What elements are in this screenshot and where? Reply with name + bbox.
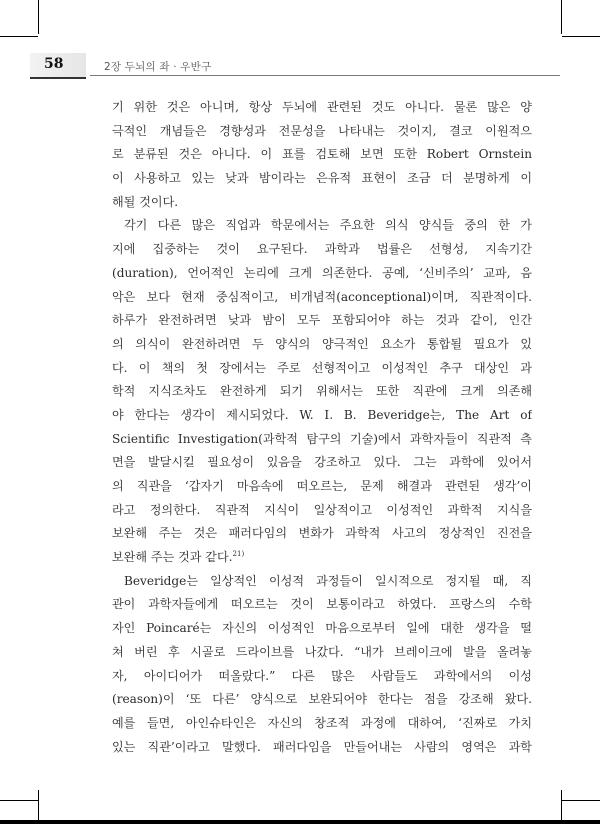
text-line: 관이 과학자들에게 떠오르는 것이 보통이라고 하였다. 프랑스의 수학 [112, 597, 532, 612]
crop-mark [38, 790, 39, 824]
text-line: 의 의식이 완전하려면 두 양식의 양극적인 요소가 통합될 필요가 있 [112, 336, 532, 351]
header-rule [90, 75, 560, 76]
text-line: 극적인 개념들은 경향성과 전문성을 나타내는 것이지, 결코 이원적으 [112, 123, 532, 138]
text-line: 보완해 주는 것과 같다. [112, 550, 233, 565]
text-line-with-footnote [112, 546, 532, 570]
body-text [112, 96, 532, 759]
crop-mark [0, 800, 38, 801]
text-line: 쳐 버린 후 시골로 드라이브를 나갔다. “내가 브레이크에 발을 올려놓 [112, 644, 532, 659]
crop-mark [0, 36, 38, 37]
text-line: 예를 들면, 아인슈타인은 자신의 창조적 과정에 대하여, ‘진짜로 가치 [112, 715, 532, 730]
text-line: Beveridge는 일상적인 이성적 과정들이 일시적으로 정지될 때, 직 [124, 573, 532, 588]
text-line: 학적 지식조차도 완전하게 되기 위해서는 또한 직관에 크게 의존해 [112, 384, 532, 399]
page-number: 58 [44, 56, 64, 72]
text-line: 기 위한 것은 아니며, 항상 두뇌에 관련된 것도 아니다. 물론 많은 양 [112, 100, 532, 114]
text-line: 각기 다른 많은 직업과 학문에서는 주요한 의식 양식들 중의 한 가 [124, 218, 532, 233]
text-line: 악은 보다 현재 중심적이고, 비개념적(aconceptional)이며, 직관적이다. [112, 289, 532, 304]
footnote-ref: 21) [232, 550, 245, 559]
text-line: 자, 아이디어가 떠올랐다.” 다른 많은 사람들도 과학에서의 이성 [112, 668, 532, 683]
crop-mark [561, 0, 562, 34]
text-line: Scientific Investigation(과학적 탐구의 기술)에서 과학자들이 직관적 측 [112, 431, 532, 446]
text-line: 로 분류된 것은 아니다. 이 표를 검토해 보면 또한 Robert Ornstein [112, 147, 532, 162]
text-line: 의 직관을 ‘갑자기 마음속에 떠오르는, 문제 해결과 관련된 생각’이 [112, 479, 532, 493]
crop-mark [38, 0, 39, 34]
running-header [30, 53, 560, 77]
bottom-edge-bar [0, 820, 600, 824]
text-line: 면을 발달시킬 필요성이 있음을 강조하고 있다. 그는 과학에 있어서 [112, 455, 532, 470]
text-line: 해될 것이다. [112, 194, 179, 209]
text-line: 보완해 주는 것은 패러다임의 변화가 과학적 사고의 정상적인 진전을 [112, 526, 532, 541]
text-line: (duration), 언어적인 논리에 크게 의존한다. 공예, ‘신비주의’ 교파, 음 [112, 265, 532, 280]
chapter-title: 2장 두뇌의 좌 · 우반구 [104, 61, 212, 73]
crop-mark [561, 790, 562, 824]
text-line: 자인 Poincaré는 자신의 이성적인 마음으로부터 일에 대한 생각을 떨 [112, 621, 532, 636]
text-line: 라고 정의한다. 직관적 지식이 일상적이고 이성적인 과학적 지식을 [112, 502, 532, 517]
crop-mark [562, 800, 600, 801]
text-line: 하루가 완전하려면 낮과 밤이 모두 포함되어야 하는 것과 같이, 인간 [112, 313, 532, 328]
text-line: (reason)이 ‘또 다른’ 양식으로 보완되어야 한다는 점을 강조해 왔다. [112, 692, 532, 707]
text-line: 다. 이 책의 첫 장에서는 주로 선형적이고 이성적인 추구 대상인 과 [112, 360, 532, 375]
text-line: 야 한다는 생각이 제시되었다. W. I. B. Beveridge는, The Art of [112, 407, 532, 422]
text-line: 있는 직관’이라고 말했다. 패러다임을 만들어내는 사람의 영역은 과학 [112, 739, 532, 754]
text-line: 이 사용하고 있는 낮과 밤이라는 은유적 표현이 조금 더 분명하게 이 [112, 171, 532, 186]
crop-mark [562, 36, 600, 37]
text-line: 지에 집중하는 것이 요구된다. 과학과 법률은 선형성, 지속기간 [112, 242, 532, 257]
